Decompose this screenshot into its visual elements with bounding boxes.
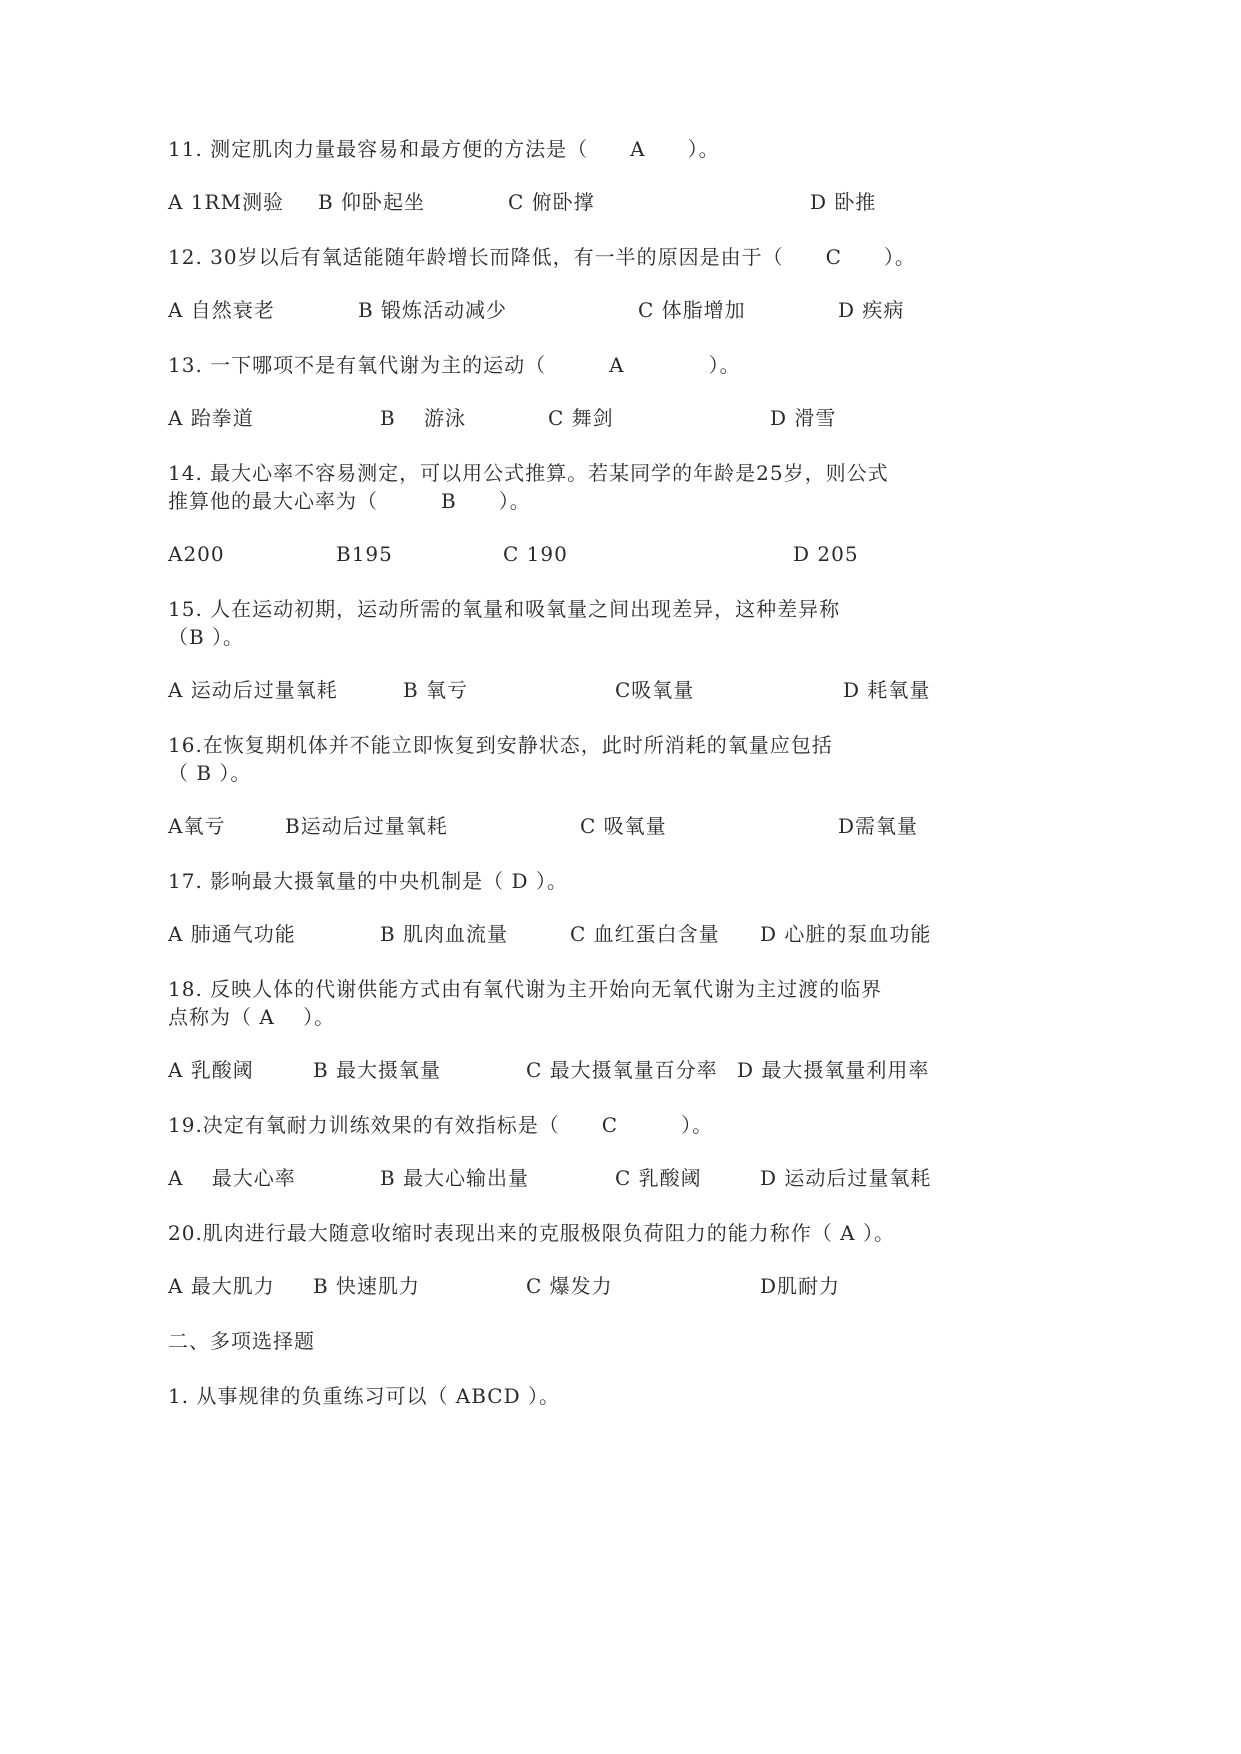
option-a: A 最大心率 [168, 1166, 296, 1190]
option-a: A 肺通气功能 [168, 922, 296, 946]
option-c: C 最大摄氧量百分率 [526, 1058, 718, 1082]
option-a: A 自然衰老 [168, 298, 275, 322]
option-d: D需氧量 [838, 814, 919, 838]
option-d: D 运动后过量氧耗 [760, 1166, 932, 1190]
option-b: B 氧亏 [403, 678, 469, 702]
question-stem: 16.在恢复期机体并不能立即恢复到安静状态，此时所消耗的氧量应包括 [168, 733, 833, 757]
option-b: B 仰卧起坐 [318, 190, 426, 214]
question-stem-cont: （B ）。 [168, 625, 245, 649]
option-c: C 舞剑 [548, 406, 614, 430]
option-c: C 体脂增加 [638, 298, 746, 322]
question-stem-cont: 推算他的最大心率为（ B ）。 [168, 489, 531, 513]
option-b: B195 [336, 542, 393, 566]
question-stem-cont: （ B ）。 [168, 761, 252, 785]
option-c: C 乳酸阈 [615, 1166, 702, 1190]
option-d: D 卧推 [810, 190, 877, 214]
option-c: C 俯卧撑 [508, 190, 595, 214]
option-a: A 最大肌力 [168, 1274, 275, 1298]
option-d: D 最大摄氧量利用率 [737, 1058, 930, 1082]
question-stem: 13. 一下哪项不是有氧代谢为主的运动（ A ）。 [168, 353, 741, 377]
option-a: A 运动后过量氧耗 [168, 678, 338, 702]
option-c: C吸氧量 [615, 678, 695, 702]
option-b: B 游泳 [380, 406, 467, 430]
option-d: D肌耐力 [760, 1274, 841, 1298]
option-c: C 190 [503, 542, 568, 566]
section-title: 二、多项选择题 [168, 1329, 315, 1353]
question-stem: 11. 测定肌肉力量最容易和最方便的方法是（ A ）。 [168, 137, 720, 161]
question-stem: 1. 从事规律的负重练习可以（ ABCD ）。 [168, 1384, 561, 1408]
option-b: B 锻炼活动减少 [358, 298, 508, 322]
question-stem: 19.决定有氧耐力训练效果的有效指标是（ C ）。 [168, 1113, 714, 1137]
option-b: B 最大摄氧量 [313, 1058, 442, 1082]
question-stem-cont: 点称为（ A ）。 [168, 1005, 336, 1029]
option-c: C 爆发力 [526, 1274, 613, 1298]
option-a: A 1RM测验 [168, 190, 285, 214]
option-d: D 205 [793, 542, 859, 566]
question-stem: 14. 最大心率不容易测定，可以用公式推算。若某同学的年龄是25岁，则公式 [168, 461, 889, 485]
option-a: A氧亏 [168, 814, 226, 838]
question-stem: 12. 30岁以后有氧适能随年龄增长而降低，有一半的原因是由于（ C ）。 [168, 245, 916, 269]
option-c: C 吸氧量 [580, 814, 667, 838]
option-c: C 血红蛋白含量 [570, 922, 720, 946]
question-stem: 17. 影响最大摄氧量的中央机制是（ D ）。 [168, 869, 568, 893]
option-a: A200 [168, 542, 225, 566]
option-d: D 滑雪 [770, 406, 837, 430]
option-b: B 最大心输出量 [380, 1166, 530, 1190]
option-b: B 快速肌力 [313, 1274, 421, 1298]
option-d: D 心脏的泵血功能 [760, 922, 932, 946]
option-d: D 疾病 [838, 298, 905, 322]
question-stem: 15. 人在运动初期，运动所需的氧量和吸氧量之间出现差异，这种差异称 [168, 597, 841, 621]
question-stem: 18. 反映人体的代谢供能方式由有氧代谢为主开始向无氧代谢为主过渡的临界 [168, 977, 883, 1001]
option-b: B 肌肉血流量 [380, 922, 509, 946]
question-stem: 20.肌肉进行最大随意收缩时表现出来的克服极限负荷阻力的能力称作（ A ）。 [168, 1221, 895, 1245]
option-d: D 耗氧量 [843, 678, 931, 702]
option-b: B运动后过量氧耗 [285, 814, 448, 838]
option-a: A 乳酸阈 [168, 1058, 254, 1082]
option-a: A 跆拳道 [168, 406, 254, 430]
